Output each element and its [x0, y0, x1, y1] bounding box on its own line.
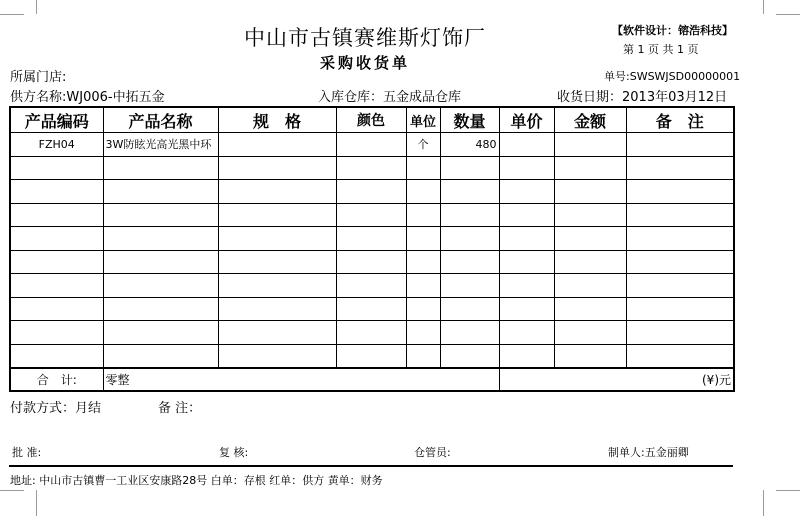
- table-cell: [218, 274, 336, 298]
- table-cell: [336, 297, 406, 321]
- address-line: 地址: 中山市古镇曹一工业区安康路28号 白单：存根 红单：供方 黄单：财务: [10, 474, 383, 487]
- crop-mark-top-right: [763, 0, 776, 14]
- table-cell: [440, 227, 499, 251]
- table-cell: [406, 156, 440, 180]
- table-cell: [554, 133, 626, 157]
- table-cell: [626, 274, 734, 298]
- table-cell: [406, 250, 440, 274]
- table-cell: [10, 274, 103, 298]
- table-cell: [218, 321, 336, 345]
- table-cell: [406, 203, 440, 227]
- table-cell: [336, 133, 406, 157]
- table-cell: [10, 297, 103, 321]
- col-header: 颜色: [336, 107, 406, 133]
- table-cell: [499, 133, 554, 157]
- table-cell: [336, 274, 406, 298]
- table-cell: [626, 156, 734, 180]
- table-cell: [10, 321, 103, 345]
- table-cell: [218, 250, 336, 274]
- table-cell: [499, 203, 554, 227]
- table-row: [10, 344, 734, 368]
- table-cell: [626, 321, 734, 345]
- document-title: 中山市古镇赛维斯灯饰厂: [244, 26, 486, 50]
- table-cell: [499, 250, 554, 274]
- col-header: 金额: [554, 107, 626, 133]
- table-row: [10, 133, 734, 157]
- table-cell: [10, 203, 103, 227]
- table-cell: [626, 227, 734, 251]
- table-cell: [103, 156, 218, 180]
- table-cell: [440, 156, 499, 180]
- table-cell: [499, 344, 554, 368]
- table-cell: [440, 180, 499, 204]
- table-cell: [440, 321, 499, 345]
- review-label: 复 核:: [219, 446, 249, 459]
- table-row: [10, 274, 734, 298]
- table-cell: [554, 180, 626, 204]
- col-header: 产品名称: [103, 107, 218, 133]
- warehouse-keeper-label: 仓管员:: [414, 446, 451, 459]
- table-cell: [440, 274, 499, 298]
- crop-mark-top-left-h: [0, 14, 24, 15]
- table-cell: [554, 227, 626, 251]
- table-cell: [554, 156, 626, 180]
- table-cell: [406, 297, 440, 321]
- table-cell: [336, 227, 406, 251]
- table-cell: [499, 180, 554, 204]
- table-cell: [499, 321, 554, 345]
- col-header: 单位: [406, 107, 440, 133]
- table-cell: [336, 203, 406, 227]
- maker-label: 制单人:五金丽卿: [608, 446, 689, 459]
- table-cell: [103, 297, 218, 321]
- table-cell: [554, 321, 626, 345]
- crop-mark-bottom-right: [763, 490, 776, 516]
- remark-label: 备 注：: [158, 401, 202, 416]
- table-row: [10, 297, 734, 321]
- col-header: 备 注: [626, 107, 734, 133]
- table-cell: [626, 297, 734, 321]
- table-cell: [10, 250, 103, 274]
- table-cell: [554, 274, 626, 298]
- table-cell: [218, 156, 336, 180]
- goods-table: [9, 106, 735, 392]
- total-words: 零整: [103, 368, 499, 391]
- warehouse: 入库仓库：五金成品仓库: [318, 90, 462, 105]
- table-row: [10, 321, 734, 345]
- table-cell: [440, 297, 499, 321]
- table-cell: 480: [440, 133, 499, 157]
- supplier-name: 供方名称:WJ006-中拓五金: [10, 90, 165, 105]
- table-cell: [499, 227, 554, 251]
- crop-mark-top-right-h: [776, 14, 800, 15]
- crop-mark-bottom-left: [24, 490, 37, 516]
- table-row: [10, 250, 734, 274]
- table-row: [10, 180, 734, 204]
- table-cell: FZH04: [10, 133, 103, 157]
- table-cell: [10, 156, 103, 180]
- table-row: [10, 156, 734, 180]
- table-cell: 个: [406, 133, 440, 157]
- total-amount: (¥)元: [499, 368, 734, 391]
- table-cell: [554, 344, 626, 368]
- table-header-row: [10, 107, 734, 133]
- table-cell: [10, 344, 103, 368]
- table-cell: [336, 180, 406, 204]
- order-number: 单号:SWSWJSD00000001: [604, 70, 741, 83]
- table-cell: [406, 344, 440, 368]
- table-cell: [626, 180, 734, 204]
- table-cell: [103, 180, 218, 204]
- document-subtitle: 采购收货单: [319, 54, 410, 72]
- table-cell: [626, 203, 734, 227]
- table-cell: [336, 156, 406, 180]
- table-cell: [499, 274, 554, 298]
- table-cell: [103, 250, 218, 274]
- footer-divider: [9, 465, 733, 467]
- crop-mark-bottom-right-h: [776, 490, 800, 491]
- table-cell: [218, 297, 336, 321]
- col-header: 规 格: [218, 107, 336, 133]
- table-cell: [103, 203, 218, 227]
- table-cell: [103, 227, 218, 251]
- crop-mark-bottom-left-h: [0, 490, 24, 491]
- table-cell: [103, 344, 218, 368]
- table-cell: [626, 250, 734, 274]
- table-cell: [218, 203, 336, 227]
- col-header: 产品编码: [10, 107, 103, 133]
- table-cell: [626, 344, 734, 368]
- table-cell: [440, 344, 499, 368]
- table-cell: [440, 250, 499, 274]
- table-cell: [336, 250, 406, 274]
- table-cell: 3W防眩光高光黑中环: [103, 133, 218, 157]
- col-header: 数量: [440, 107, 499, 133]
- receive-date: 收货日期：2013年03月12日: [557, 90, 728, 105]
- table-cell: [103, 321, 218, 345]
- table-cell: [554, 203, 626, 227]
- table-cell: [218, 227, 336, 251]
- table-row: [10, 227, 734, 251]
- table-cell: [218, 180, 336, 204]
- table-cell: [218, 344, 336, 368]
- table-cell: [554, 250, 626, 274]
- table-cell: [499, 297, 554, 321]
- page-indicator: 第 1 页 共 1 页: [623, 43, 699, 56]
- table-cell: [406, 180, 440, 204]
- table-row: [10, 203, 734, 227]
- store-label: 所属门店:: [10, 70, 67, 85]
- approve-label: 批 准:: [12, 446, 42, 459]
- table-cell: [336, 321, 406, 345]
- table-cell: [626, 133, 734, 157]
- software-credit: 【软件设计：镕浩科技】: [612, 24, 733, 37]
- table-cell: [10, 180, 103, 204]
- table-cell: [499, 156, 554, 180]
- table-cell: [406, 321, 440, 345]
- table-cell: [336, 344, 406, 368]
- table-cell: [440, 203, 499, 227]
- total-row: [10, 368, 734, 391]
- table-cell: [218, 133, 336, 157]
- col-header: 单价: [499, 107, 554, 133]
- table-cell: [10, 227, 103, 251]
- table-cell: [406, 274, 440, 298]
- payment-method: 付款方式：月结: [10, 401, 102, 416]
- crop-mark-top-left: [24, 0, 37, 14]
- table-cell: [406, 227, 440, 251]
- table-cell: [554, 297, 626, 321]
- table-cell: [103, 274, 218, 298]
- total-label: 合 计:: [10, 368, 103, 391]
